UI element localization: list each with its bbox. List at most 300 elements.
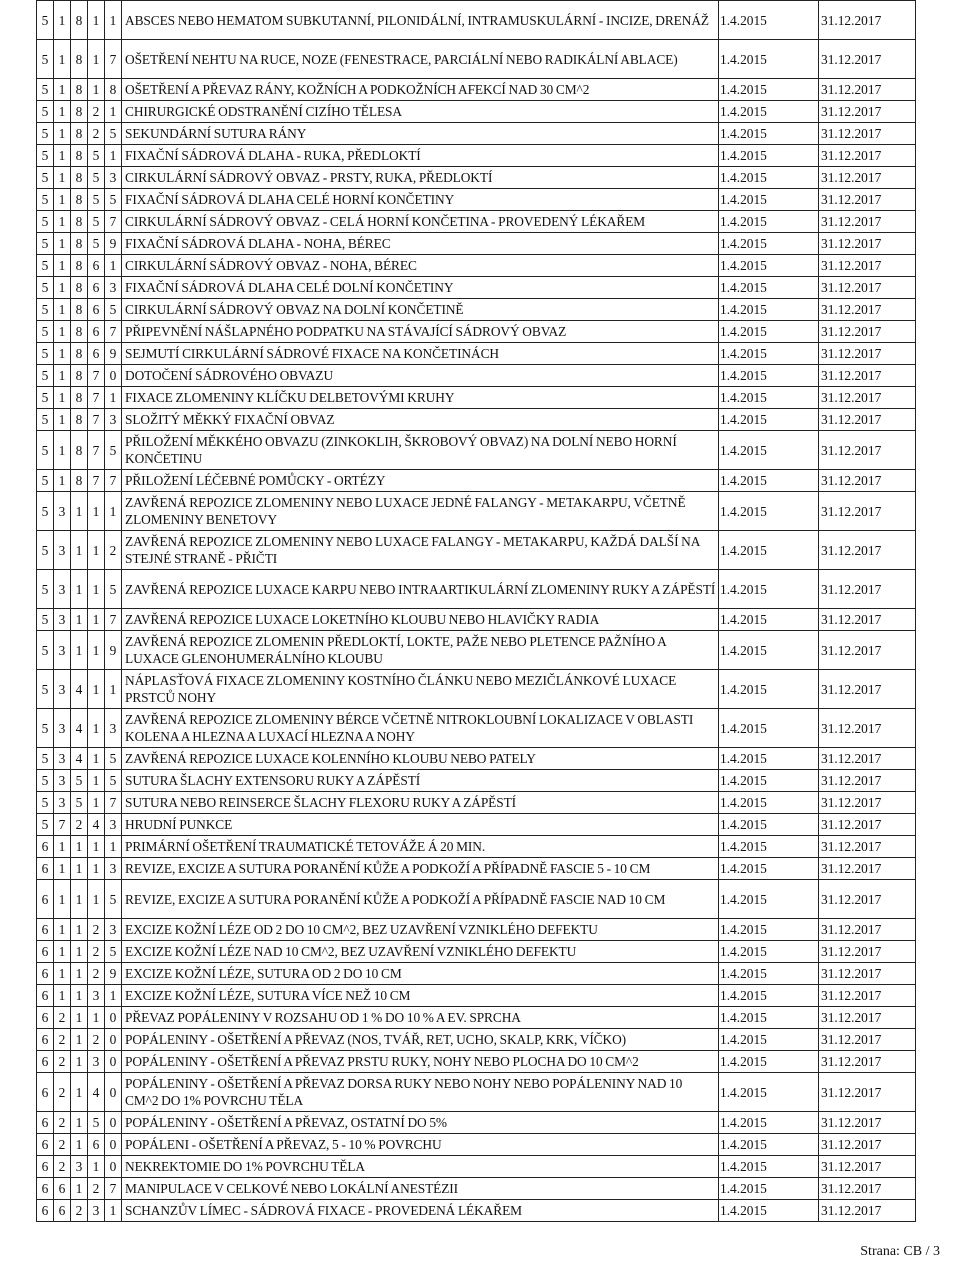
procedure-name-cell: CIRKULÁRNÍ SÁDROVÝ OBVAZ - PRSTY, RUKA, PŘEDLOKTÍ: [122, 167, 719, 189]
table-row: [37, 343, 916, 365]
code-digit-cell: 3: [54, 748, 71, 770]
code-digit-cell: 7: [88, 409, 105, 431]
code-digit-cell: 3: [105, 709, 122, 748]
code-digit-cell: 7: [105, 211, 122, 233]
valid-from-cell: 1.4.2015: [719, 1200, 819, 1222]
code-digit-cell: 5: [88, 1112, 105, 1134]
code-digit-cell: 5: [88, 167, 105, 189]
code-digit-cell: 5: [88, 189, 105, 211]
code-digit-cell: 1: [71, 858, 88, 880]
table-row: [37, 431, 916, 470]
code-digit-cell: 2: [54, 1073, 71, 1112]
code-digit-cell: 1: [54, 167, 71, 189]
valid-to-cell: 31.12.2017: [819, 277, 916, 299]
valid-to-cell: 31.12.2017: [819, 189, 916, 211]
code-digit-cell: 1: [54, 919, 71, 941]
valid-from-cell: 1.4.2015: [719, 255, 819, 277]
code-digit-cell: 5: [37, 101, 54, 123]
code-digit-cell: 7: [105, 321, 122, 343]
valid-from-cell: 1.4.2015: [719, 609, 819, 631]
code-digit-cell: 1: [71, 1134, 88, 1156]
procedure-name-cell: SUTURA ŠLACHY EXTENSORU RUKY A ZÁPĚSTÍ: [122, 770, 719, 792]
code-digit-cell: 2: [88, 123, 105, 145]
code-digit-cell: 6: [37, 880, 54, 919]
code-digit-cell: 0: [105, 1029, 122, 1051]
code-digit-cell: 5: [37, 189, 54, 211]
code-digit-cell: 5: [37, 211, 54, 233]
valid-from-cell: 1.4.2015: [719, 880, 819, 919]
code-digit-cell: 0: [105, 1007, 122, 1029]
table-row: [37, 1007, 916, 1029]
valid-to-cell: 31.12.2017: [819, 858, 916, 880]
code-digit-cell: 5: [37, 167, 54, 189]
code-digit-cell: 1: [105, 387, 122, 409]
code-digit-cell: 8: [71, 409, 88, 431]
valid-to-cell: 31.12.2017: [819, 670, 916, 709]
code-digit-cell: 1: [71, 880, 88, 919]
code-digit-cell: 1: [71, 985, 88, 1007]
table-row: [37, 941, 916, 963]
code-digit-cell: 1: [54, 409, 71, 431]
code-digit-cell: 8: [71, 365, 88, 387]
table-row: [37, 189, 916, 211]
code-digit-cell: 8: [71, 189, 88, 211]
valid-to-cell: 31.12.2017: [819, 1200, 916, 1222]
code-digit-cell: 5: [37, 321, 54, 343]
code-digit-cell: 1: [54, 321, 71, 343]
code-digit-cell: 2: [54, 1134, 71, 1156]
procedure-name-cell: FIXAČNÍ SÁDROVÁ DLAHA - RUKA, PŘEDLOKTÍ: [122, 145, 719, 167]
procedure-name-cell: ZAVŘENÁ REPOZICE ZLOMENINY NEBO LUXACE JEDNÉ FALANGY - METAKARPU, VČETNĚ ZLOMENINY BENETOVY: [122, 492, 719, 531]
table-row: [37, 814, 916, 836]
valid-to-cell: 31.12.2017: [819, 985, 916, 1007]
code-digit-cell: 6: [54, 1200, 71, 1222]
code-digit-cell: 6: [37, 1007, 54, 1029]
code-digit-cell: 1: [88, 880, 105, 919]
code-digit-cell: 2: [88, 1178, 105, 1200]
code-digit-cell: 8: [71, 211, 88, 233]
code-digit-cell: 5: [105, 880, 122, 919]
valid-to-cell: 31.12.2017: [819, 255, 916, 277]
procedure-name-cell: PRIMÁRNÍ OŠETŘENÍ TRAUMATICKÉ TETOVÁŽE Á 20 MIN.: [122, 836, 719, 858]
code-digit-cell: 6: [88, 321, 105, 343]
table-row: [37, 1029, 916, 1051]
code-digit-cell: 5: [105, 570, 122, 609]
code-digit-cell: 1: [54, 365, 71, 387]
code-digit-cell: 1: [88, 770, 105, 792]
valid-to-cell: 31.12.2017: [819, 1051, 916, 1073]
procedure-name-cell: POPÁLENINY - OŠETŘENÍ A PŘEVAZ DORSA RUKY NEBO NOHY NEBO POPÁLENINY NAD 10 CM^2 DO 1% POVRCHU TĚLA: [122, 1073, 719, 1112]
code-digit-cell: 2: [71, 814, 88, 836]
table-row: [37, 1134, 916, 1156]
code-digit-cell: 8: [71, 255, 88, 277]
valid-from-cell: 1.4.2015: [719, 167, 819, 189]
code-digit-cell: 1: [88, 709, 105, 748]
code-digit-cell: 3: [105, 277, 122, 299]
code-digit-cell: 1: [54, 299, 71, 321]
code-digit-cell: 1: [88, 748, 105, 770]
valid-to-cell: 31.12.2017: [819, 1156, 916, 1178]
valid-from-cell: 1.4.2015: [719, 1156, 819, 1178]
table-row: [37, 365, 916, 387]
code-digit-cell: 5: [37, 814, 54, 836]
procedure-name-cell: POPÁLENINY - OŠETŘENÍ A PŘEVAZ PRSTU RUKY, NOHY NEBO PLOCHA DO 10 CM^2: [122, 1051, 719, 1073]
code-digit-cell: 2: [54, 1051, 71, 1073]
code-digit-cell: 8: [71, 233, 88, 255]
code-digit-cell: 3: [54, 792, 71, 814]
valid-to-cell: 31.12.2017: [819, 1112, 916, 1134]
procedure-name-cell: POPÁLENINY - OŠETŘENÍ A PŘEVAZ, OSTATNÍ DO 5%: [122, 1112, 719, 1134]
code-digit-cell: 1: [54, 985, 71, 1007]
valid-to-cell: 31.12.2017: [819, 1029, 916, 1051]
table-row: [37, 919, 916, 941]
table-row: [37, 858, 916, 880]
valid-from-cell: 1.4.2015: [719, 1007, 819, 1029]
valid-to-cell: 31.12.2017: [819, 101, 916, 123]
valid-to-cell: 31.12.2017: [819, 387, 916, 409]
code-digit-cell: 6: [88, 299, 105, 321]
code-digit-cell: 1: [88, 631, 105, 670]
code-digit-cell: 8: [71, 470, 88, 492]
code-digit-cell: 5: [105, 770, 122, 792]
table-row: [37, 211, 916, 233]
code-digit-cell: 5: [105, 299, 122, 321]
code-digit-cell: 2: [54, 1029, 71, 1051]
code-digit-cell: 5: [37, 409, 54, 431]
procedure-name-cell: NEKREKTOMIE DO 1% POVRCHU TĚLA: [122, 1156, 719, 1178]
table-row: [37, 1178, 916, 1200]
code-digit-cell: 6: [37, 1178, 54, 1200]
code-digit-cell: 1: [71, 1007, 88, 1029]
code-digit-cell: 7: [88, 470, 105, 492]
table-row: [37, 277, 916, 299]
code-digit-cell: 1: [71, 492, 88, 531]
valid-from-cell: 1.4.2015: [719, 470, 819, 492]
code-digit-cell: 1: [105, 1200, 122, 1222]
valid-from-cell: 1.4.2015: [719, 321, 819, 343]
procedure-code-table-sheet: [36, 0, 915, 1222]
table-row: [37, 79, 916, 101]
code-digit-cell: 3: [105, 409, 122, 431]
valid-to-cell: 31.12.2017: [819, 1073, 916, 1112]
code-digit-cell: 5: [88, 233, 105, 255]
code-digit-cell: 8: [71, 299, 88, 321]
valid-from-cell: 1.4.2015: [719, 670, 819, 709]
code-digit-cell: 5: [88, 211, 105, 233]
table-row: [37, 792, 916, 814]
code-digit-cell: 0: [105, 1134, 122, 1156]
code-digit-cell: 7: [105, 470, 122, 492]
code-digit-cell: 1: [71, 570, 88, 609]
table-row: [37, 1073, 916, 1112]
code-digit-cell: 1: [88, 1156, 105, 1178]
valid-to-cell: 31.12.2017: [819, 1178, 916, 1200]
table-row: [37, 609, 916, 631]
code-digit-cell: 5: [37, 145, 54, 167]
code-digit-cell: 1: [71, 531, 88, 570]
valid-from-cell: 1.4.2015: [719, 531, 819, 570]
code-digit-cell: 6: [37, 1112, 54, 1134]
code-digit-cell: 1: [54, 1, 71, 40]
code-digit-cell: 1: [54, 343, 71, 365]
code-digit-cell: 5: [71, 770, 88, 792]
code-digit-cell: 6: [37, 941, 54, 963]
code-digit-cell: 0: [105, 1051, 122, 1073]
procedure-name-cell: EXCIZE KOŽNÍ LÉZE, SUTURA OD 2 DO 10 CM: [122, 963, 719, 985]
code-digit-cell: 0: [105, 1112, 122, 1134]
code-digit-cell: 8: [71, 101, 88, 123]
code-digit-cell: 0: [105, 1073, 122, 1112]
table-row: [37, 836, 916, 858]
code-digit-cell: 5: [37, 709, 54, 748]
valid-to-cell: 31.12.2017: [819, 709, 916, 748]
code-digit-cell: 1: [71, 631, 88, 670]
code-digit-cell: 1: [54, 233, 71, 255]
code-digit-cell: 3: [105, 814, 122, 836]
procedure-name-cell: ZAVŘENÁ REPOZICE ZLOMENINY NEBO LUXACE FALANGY - METAKARPU, KAŽDÁ DALŠÍ NA STEJNÉ STRANĚ - PŘIČTI: [122, 531, 719, 570]
code-digit-cell: 1: [71, 1051, 88, 1073]
code-digit-cell: 5: [37, 570, 54, 609]
table-row: [37, 101, 916, 123]
code-digit-cell: 3: [105, 858, 122, 880]
valid-to-cell: 31.12.2017: [819, 40, 916, 79]
code-digit-cell: 1: [71, 1073, 88, 1112]
procedure-name-cell: POPÁLENI - OŠETŘENÍ A PŘEVAZ, 5 - 10 % POVRCHU: [122, 1134, 719, 1156]
valid-from-cell: 1.4.2015: [719, 1029, 819, 1051]
code-digit-cell: 1: [88, 609, 105, 631]
code-digit-cell: 5: [37, 748, 54, 770]
valid-from-cell: 1.4.2015: [719, 858, 819, 880]
code-digit-cell: 5: [37, 792, 54, 814]
code-digit-cell: 5: [37, 470, 54, 492]
code-digit-cell: 1: [88, 858, 105, 880]
code-digit-cell: 3: [54, 609, 71, 631]
code-digit-cell: 5: [105, 189, 122, 211]
code-digit-cell: 2: [88, 1029, 105, 1051]
code-digit-cell: 6: [37, 858, 54, 880]
valid-to-cell: 31.12.2017: [819, 492, 916, 531]
table-row: [37, 531, 916, 570]
code-digit-cell: 2: [71, 1200, 88, 1222]
code-digit-cell: 5: [105, 431, 122, 470]
procedure-name-cell: CIRKULÁRNÍ SÁDROVÝ OBVAZ - CELÁ HORNÍ KONČETINA - PROVEDENÝ LÉKAŘEM: [122, 211, 719, 233]
code-digit-cell: 1: [54, 79, 71, 101]
valid-to-cell: 31.12.2017: [819, 470, 916, 492]
code-digit-cell: 6: [88, 255, 105, 277]
valid-from-cell: 1.4.2015: [719, 365, 819, 387]
valid-to-cell: 31.12.2017: [819, 770, 916, 792]
procedure-name-cell: EXCIZE KOŽNÍ LÉZE OD 2 DO 10 CM^2, BEZ UZAVŘENÍ VZNIKLÉHO DEFEKTU: [122, 919, 719, 941]
code-digit-cell: 2: [88, 919, 105, 941]
valid-to-cell: 31.12.2017: [819, 233, 916, 255]
procedure-name-cell: ZAVŘENÁ REPOZICE LUXACE LOKETNÍHO KLOUBU NEBO HLAVIČKY RADIA: [122, 609, 719, 631]
code-digit-cell: 5: [105, 123, 122, 145]
code-digit-cell: 5: [37, 531, 54, 570]
code-digit-cell: 3: [54, 709, 71, 748]
procedure-name-cell: PŘILOŽENÍ LÉČEBNÉ POMŮCKY - ORTÉZY: [122, 470, 719, 492]
code-digit-cell: 3: [88, 985, 105, 1007]
valid-from-cell: 1.4.2015: [719, 211, 819, 233]
valid-to-cell: 31.12.2017: [819, 167, 916, 189]
code-digit-cell: 8: [71, 167, 88, 189]
procedure-name-cell: SLOŽITÝ MĚKKÝ FIXAČNÍ OBVAZ: [122, 409, 719, 431]
valid-from-cell: 1.4.2015: [719, 409, 819, 431]
code-digit-cell: 5: [37, 343, 54, 365]
procedure-name-cell: ZAVŘENÁ REPOZICE ZLOMENIN PŘEDLOKTÍ, LOKTE, PAŽE NEBO PLETENCE PAŽNÍHO A LUXACE GLENOHUMERÁLNÍHO KLOUBU: [122, 631, 719, 670]
code-digit-cell: 1: [54, 211, 71, 233]
valid-to-cell: 31.12.2017: [819, 1, 916, 40]
code-digit-cell: 2: [54, 1156, 71, 1178]
code-digit-cell: 3: [54, 670, 71, 709]
code-digit-cell: 8: [71, 321, 88, 343]
code-digit-cell: 3: [54, 631, 71, 670]
code-digit-cell: 1: [54, 880, 71, 919]
code-digit-cell: 1: [105, 145, 122, 167]
code-digit-cell: 7: [105, 609, 122, 631]
valid-to-cell: 31.12.2017: [819, 211, 916, 233]
valid-to-cell: 31.12.2017: [819, 299, 916, 321]
valid-from-cell: 1.4.2015: [719, 1112, 819, 1134]
valid-from-cell: 1.4.2015: [719, 277, 819, 299]
code-digit-cell: 5: [37, 123, 54, 145]
valid-to-cell: 31.12.2017: [819, 123, 916, 145]
table-row: [37, 123, 916, 145]
valid-to-cell: 31.12.2017: [819, 1007, 916, 1029]
procedure-name-cell: ZAVŘENÁ REPOZICE LUXACE KARPU NEBO INTRAARTIKULÁRNÍ ZLOMENINY RUKY A ZÁPĚSTÍ: [122, 570, 719, 609]
table-row: [37, 255, 916, 277]
code-digit-cell: 6: [37, 1029, 54, 1051]
table-row: [37, 670, 916, 709]
code-digit-cell: 1: [88, 836, 105, 858]
procedure-name-cell: MANIPULACE V CELKOVÉ NEBO LOKÁLNÍ ANESTÉZII: [122, 1178, 719, 1200]
code-digit-cell: 6: [37, 1134, 54, 1156]
code-digit-cell: 1: [54, 470, 71, 492]
valid-to-cell: 31.12.2017: [819, 409, 916, 431]
table-row: [37, 709, 916, 748]
valid-to-cell: 31.12.2017: [819, 431, 916, 470]
valid-from-cell: 1.4.2015: [719, 748, 819, 770]
table-row: [37, 409, 916, 431]
code-digit-cell: 1: [88, 79, 105, 101]
valid-from-cell: 1.4.2015: [719, 189, 819, 211]
code-digit-cell: 4: [88, 1073, 105, 1112]
valid-to-cell: 31.12.2017: [819, 836, 916, 858]
page-label: Strana: CB / 3: [860, 1244, 940, 1259]
valid-to-cell: 31.12.2017: [819, 365, 916, 387]
table-row: [37, 299, 916, 321]
code-digit-cell: 1: [105, 255, 122, 277]
code-digit-cell: 8: [71, 1, 88, 40]
code-digit-cell: 5: [37, 233, 54, 255]
code-digit-cell: 6: [88, 1134, 105, 1156]
valid-to-cell: 31.12.2017: [819, 631, 916, 670]
valid-from-cell: 1.4.2015: [719, 1073, 819, 1112]
valid-from-cell: 1.4.2015: [719, 343, 819, 365]
code-digit-cell: 1: [105, 670, 122, 709]
code-digit-cell: 7: [88, 387, 105, 409]
code-digit-cell: 8: [71, 387, 88, 409]
code-digit-cell: 3: [105, 167, 122, 189]
code-digit-cell: 5: [37, 255, 54, 277]
code-digit-cell: 5: [37, 387, 54, 409]
procedure-code-table: [36, 0, 916, 1222]
code-digit-cell: 2: [54, 1112, 71, 1134]
code-digit-cell: 3: [105, 919, 122, 941]
code-digit-cell: 1: [71, 963, 88, 985]
procedure-name-cell: EXCIZE KOŽNÍ LÉZE NAD 10 CM^2, BEZ UZAVŘENÍ VZNIKLÉHO DEFEKTU: [122, 941, 719, 963]
procedure-name-cell: SEJMUTÍ CIRKULÁRNÍ SÁDROVÉ FIXACE NA KONČETINÁCH: [122, 343, 719, 365]
code-digit-cell: 1: [54, 189, 71, 211]
valid-from-cell: 1.4.2015: [719, 570, 819, 609]
code-digit-cell: 1: [88, 570, 105, 609]
code-digit-cell: 4: [71, 748, 88, 770]
valid-from-cell: 1.4.2015: [719, 145, 819, 167]
code-digit-cell: 9: [105, 631, 122, 670]
procedure-name-cell: CIRKULÁRNÍ SÁDROVÝ OBVAZ NA DOLNÍ KONČETINĚ: [122, 299, 719, 321]
code-digit-cell: 8: [71, 123, 88, 145]
code-digit-cell: 1: [71, 941, 88, 963]
code-digit-cell: 5: [37, 492, 54, 531]
valid-from-cell: 1.4.2015: [719, 1051, 819, 1073]
valid-from-cell: 1.4.2015: [719, 792, 819, 814]
code-digit-cell: 7: [54, 814, 71, 836]
procedure-name-cell: OŠETŘENÍ NEHTU NA RUCE, NOZE (FENESTRACE, PARCIÁLNÍ NEBO RADIKÁLNÍ ABLACE): [122, 40, 719, 79]
valid-from-cell: 1.4.2015: [719, 1178, 819, 1200]
code-digit-cell: 1: [88, 531, 105, 570]
code-digit-cell: 5: [37, 277, 54, 299]
procedure-name-cell: ZAVŘENÁ REPOZICE LUXACE KOLENNÍHO KLOUBU NEBO PATELY: [122, 748, 719, 770]
code-digit-cell: 1: [105, 836, 122, 858]
valid-from-cell: 1.4.2015: [719, 814, 819, 836]
code-digit-cell: 1: [105, 1, 122, 40]
valid-to-cell: 31.12.2017: [819, 941, 916, 963]
procedure-name-cell: DOTOČENÍ SÁDROVÉHO OBVAZU: [122, 365, 719, 387]
table-row: [37, 40, 916, 79]
valid-from-cell: 1.4.2015: [719, 963, 819, 985]
code-digit-cell: 2: [105, 531, 122, 570]
table-row: [37, 167, 916, 189]
table-row: [37, 321, 916, 343]
code-digit-cell: 4: [88, 814, 105, 836]
procedure-name-cell: CHIRURGICKÉ ODSTRANĚNÍ CIZÍHO TĚLESA: [122, 101, 719, 123]
code-digit-cell: 5: [37, 431, 54, 470]
code-digit-cell: 1: [54, 836, 71, 858]
procedure-name-cell: ABSCES NEBO HEMATOM SUBKUTANNÍ, PILONIDÁLNÍ, INTRAMUSKULÁRNÍ - INCIZE, DRENÁŽ: [122, 1, 719, 40]
procedure-name-cell: FIXAČNÍ SÁDROVÁ DLAHA - NOHA, BÉREC: [122, 233, 719, 255]
code-digit-cell: 8: [71, 145, 88, 167]
procedure-name-cell: PŘEVAZ POPÁLENINY V ROZSAHU OD 1 % DO 10 % A EV. SPRCHA: [122, 1007, 719, 1029]
code-digit-cell: 6: [37, 963, 54, 985]
valid-from-cell: 1.4.2015: [719, 40, 819, 79]
table-row: [37, 1, 916, 40]
valid-to-cell: 31.12.2017: [819, 919, 916, 941]
code-digit-cell: 9: [105, 233, 122, 255]
code-digit-cell: 2: [88, 941, 105, 963]
valid-from-cell: 1.4.2015: [719, 431, 819, 470]
code-digit-cell: 1: [71, 609, 88, 631]
table-row: [37, 470, 916, 492]
code-digit-cell: 1: [71, 836, 88, 858]
code-digit-cell: 6: [54, 1178, 71, 1200]
code-digit-cell: 1: [71, 1178, 88, 1200]
code-digit-cell: 4: [71, 670, 88, 709]
valid-from-cell: 1.4.2015: [719, 101, 819, 123]
table-row: [37, 963, 916, 985]
code-digit-cell: 1: [54, 387, 71, 409]
table-row: [37, 748, 916, 770]
procedure-name-cell: PŘIPEVNĚNÍ NÁŠLAPNÉHO PODPATKU NA STÁVAJÍCÍ SÁDROVÝ OBVAZ: [122, 321, 719, 343]
code-digit-cell: 5: [88, 145, 105, 167]
